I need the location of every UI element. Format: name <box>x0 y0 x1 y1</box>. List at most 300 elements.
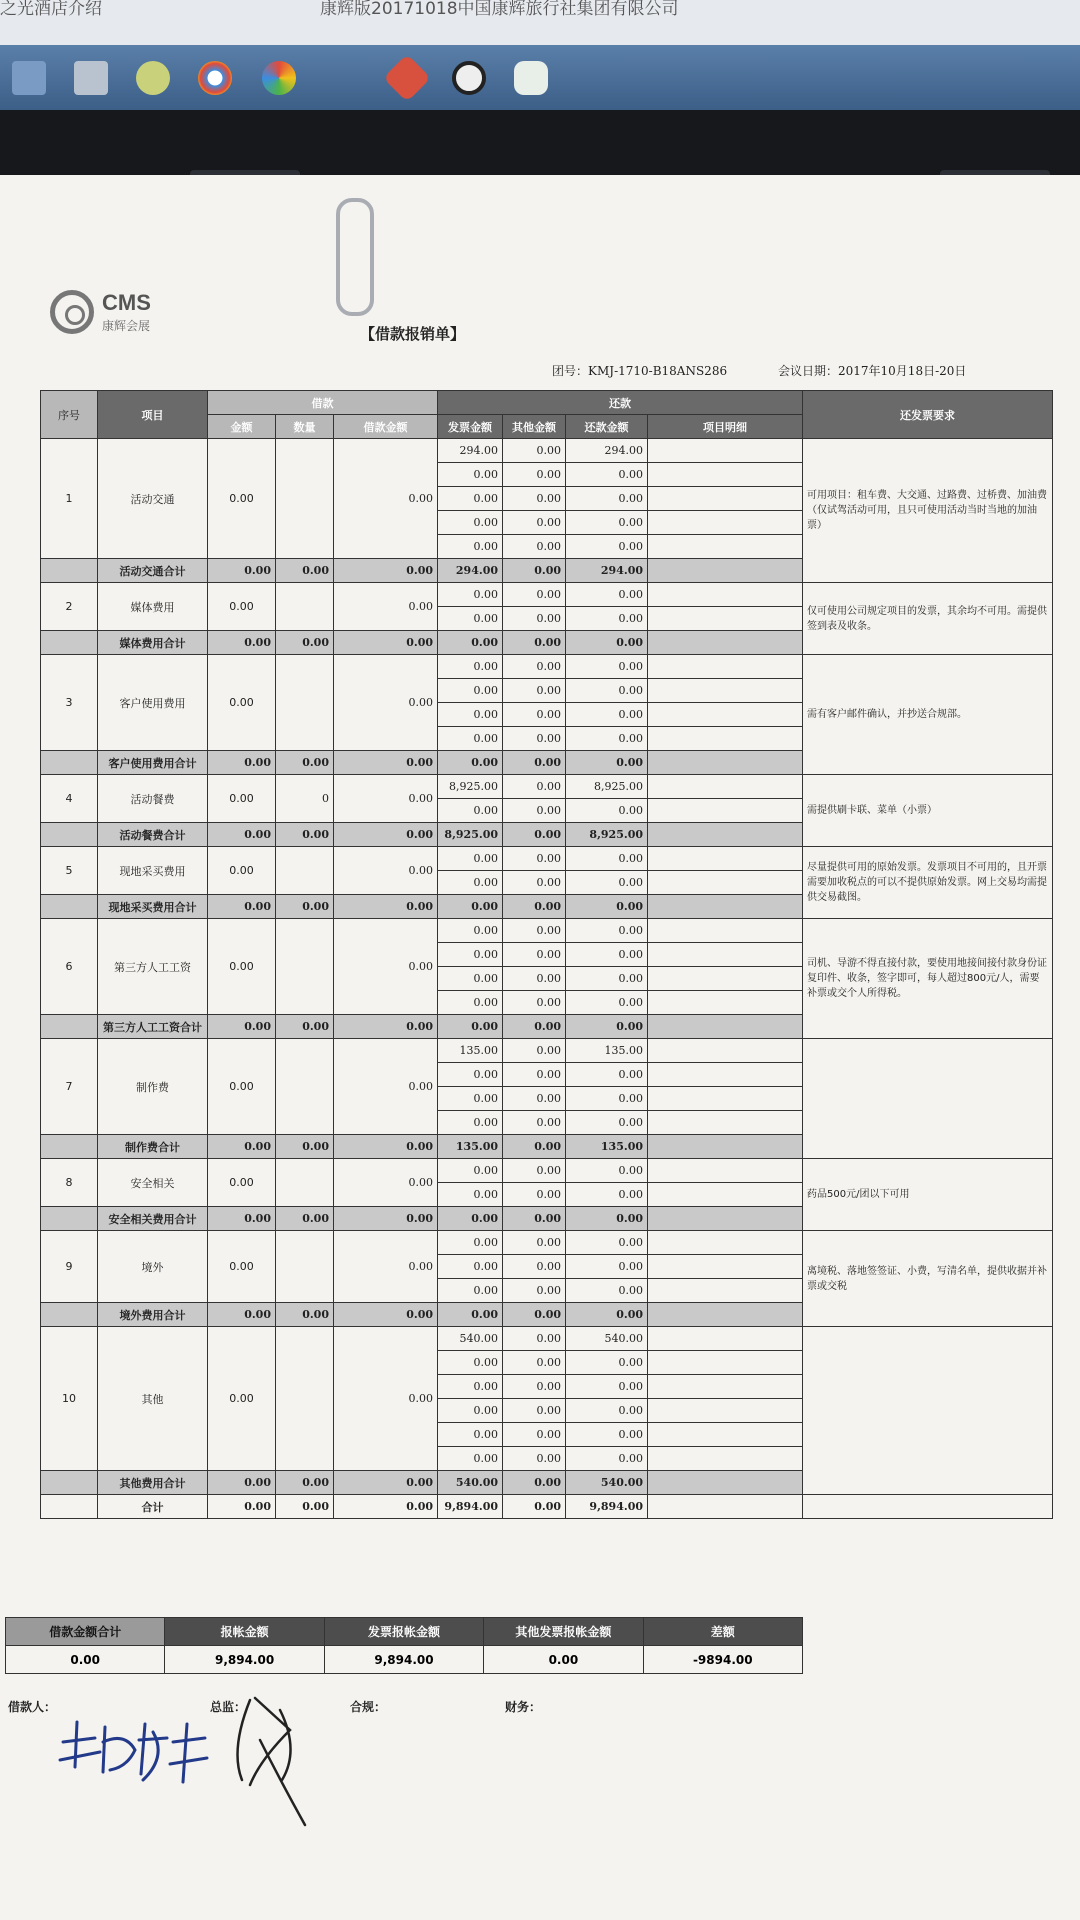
subtotal-value: 0.00 <box>438 895 503 919</box>
subtotal-label: 第三方人工工资合计 <box>98 1015 208 1039</box>
subtotal-value: 0.00 <box>334 1015 438 1039</box>
invoice-requirement-cell <box>803 1039 1053 1159</box>
grand-total-value: 9,894.00 <box>438 1495 503 1519</box>
repay-amount-cell: 0.00 <box>566 607 648 631</box>
subtotal-value: 0.00 <box>438 751 503 775</box>
other-amount-cell: 0.00 <box>503 943 566 967</box>
other-amount-cell: 0.00 <box>503 487 566 511</box>
subtotal-value: 0.00 <box>276 751 334 775</box>
item-detail-cell <box>648 655 803 679</box>
other-amount-cell: 0.00 <box>503 583 566 607</box>
seq-cell: 2 <box>41 583 98 631</box>
item-detail-cell <box>648 463 803 487</box>
seq-cell: 10 <box>41 1327 98 1471</box>
subtotal-seq-cell <box>41 823 98 847</box>
other-amount-cell: 0.00 <box>503 1327 566 1351</box>
invoice-amount-cell: 0.00 <box>438 583 503 607</box>
invoice-amount-cell: 0.00 <box>438 1279 503 1303</box>
header-repay: 还款 <box>438 391 803 415</box>
item-name-cell: 媒体费用 <box>98 583 208 631</box>
other-amount-cell: 0.00 <box>503 607 566 631</box>
item-name-cell: 现地采买费用 <box>98 847 208 895</box>
table-row <box>41 583 1053 607</box>
other-amount-cell: 0.00 <box>503 1159 566 1183</box>
subtotal-value: 294.00 <box>438 559 503 583</box>
loan-amount-cell: 0.00 <box>208 1327 276 1471</box>
loan-total-cell: 0.00 <box>334 919 438 1015</box>
header-invoice-requirement: 还发票要求 <box>803 391 1053 439</box>
paper-clip <box>336 198 374 316</box>
item-detail-cell <box>648 1255 803 1279</box>
summary-header: 其他发票报帐金额 <box>484 1618 643 1646</box>
subtotal-value: 0.00 <box>503 1471 566 1495</box>
meeting-date: 会议日期：2017年10月18日-20日 <box>778 364 967 378</box>
grand-total-value: 0.00 <box>503 1495 566 1519</box>
invoice-amount-cell: 0.00 <box>438 535 503 559</box>
summary-header: 借款金额合计 <box>6 1618 165 1646</box>
loan-total-cell: 0.00 <box>334 1039 438 1135</box>
invoice-amount-cell: 0.00 <box>438 655 503 679</box>
loan-total-cell: 0.00 <box>334 1231 438 1303</box>
chrome-icon[interactable] <box>198 61 232 95</box>
invoice-amount-cell: 0.00 <box>438 1447 503 1471</box>
invoice-amount-cell: 0.00 <box>438 967 503 991</box>
subtotal-value: 0.00 <box>334 1471 438 1495</box>
subtotal-value: 0.00 <box>208 1207 276 1231</box>
table-row <box>41 775 1053 799</box>
invoice-amount-cell: 0.00 <box>438 1159 503 1183</box>
other-amount-cell: 0.00 <box>503 463 566 487</box>
invoice-amount-cell: 0.00 <box>438 1399 503 1423</box>
subtotal-value: 8,925.00 <box>566 823 648 847</box>
loan-amount-cell: 0.00 <box>208 1231 276 1303</box>
loan-qty-cell <box>276 1231 334 1303</box>
subtotal-seq-cell <box>41 1303 98 1327</box>
repay-amount-cell: 0.00 <box>566 1111 648 1135</box>
subtotal-value: 0.00 <box>566 1015 648 1039</box>
other-amount-cell: 0.00 <box>503 847 566 871</box>
other-amount-cell: 0.00 <box>503 1111 566 1135</box>
loan-total-cell: 0.00 <box>334 1159 438 1207</box>
repay-amount-cell: 0.00 <box>566 1231 648 1255</box>
item-detail-cell <box>648 511 803 535</box>
subtotal-value: 0.00 <box>276 1135 334 1159</box>
invoice-requirement-cell: 药品500元/团以下可用 <box>803 1159 1053 1231</box>
repay-amount-cell: 294.00 <box>566 439 648 463</box>
subtotal-value: 0.00 <box>503 751 566 775</box>
other-amount-cell: 0.00 <box>503 967 566 991</box>
repay-amount-cell: 0.00 <box>566 991 648 1015</box>
table-row <box>41 1327 1053 1351</box>
flower-logo-icon <box>50 290 94 334</box>
document-title: 【借款报销单】 <box>360 325 466 343</box>
table-row <box>41 1039 1053 1063</box>
repay-amount-cell: 0.00 <box>566 1447 648 1471</box>
invoice-amount-cell: 0.00 <box>438 799 503 823</box>
other-amount-cell: 0.00 <box>503 1255 566 1279</box>
subtotal-seq-cell <box>41 1471 98 1495</box>
grand-total-value: 9,894.00 <box>566 1495 648 1519</box>
wechat-icon[interactable] <box>514 61 548 95</box>
subtotal-value: 540.00 <box>438 1471 503 1495</box>
item-detail-cell <box>648 1279 803 1303</box>
loan-amount-cell: 0.00 <box>208 1039 276 1135</box>
header-repay-amount: 还款金额 <box>566 415 648 439</box>
item-detail-cell <box>648 943 803 967</box>
invoice-amount-cell: 0.00 <box>438 1351 503 1375</box>
summary-header: 报帐金额 <box>165 1618 324 1646</box>
subtotal-value: 0.00 <box>208 1135 276 1159</box>
item-name-cell: 客户使用费用 <box>98 655 208 751</box>
item-detail-cell <box>648 583 803 607</box>
subtotal-value: 0.00 <box>276 823 334 847</box>
invoice-amount-cell: 0.00 <box>438 1111 503 1135</box>
invoice-requirement-cell: 离境税、落地签签证、小费，写清名单，提供收据并补票或交税 <box>803 1231 1053 1327</box>
loan-qty-cell <box>276 439 334 559</box>
item-detail-cell <box>648 1231 803 1255</box>
invoice-requirement-cell: 仅可使用公司规定项目的发票，其余均不可用。需提供签到表及收条。 <box>803 583 1053 655</box>
loan-total-cell: 0.00 <box>334 847 438 895</box>
other-amount-cell: 0.00 <box>503 655 566 679</box>
item-detail-cell <box>648 847 803 871</box>
app-icon[interactable] <box>136 61 170 95</box>
repay-amount-cell: 0.00 <box>566 655 648 679</box>
browser-tab-left[interactable]: 之光酒店介绍 <box>0 0 102 19</box>
repay-amount-cell: 0.00 <box>566 1375 648 1399</box>
other-amount-cell: 0.00 <box>503 1063 566 1087</box>
item-detail-cell <box>648 991 803 1015</box>
invoice-amount-cell: 0.00 <box>438 1087 503 1111</box>
summary-value: 0.00 <box>484 1646 643 1674</box>
subtotal-label: 现地采买费用合计 <box>98 895 208 919</box>
loan-qty-cell <box>276 1327 334 1471</box>
total-req-cell <box>803 1495 1053 1519</box>
repay-amount-cell: 0.00 <box>566 487 648 511</box>
item-detail-cell <box>648 535 803 559</box>
invoice-amount-cell: 0.00 <box>438 679 503 703</box>
grand-total-value: 0.00 <box>276 1495 334 1519</box>
item-name-cell: 活动交通 <box>98 439 208 559</box>
loan-qty-cell: 0 <box>276 775 334 823</box>
invoice-amount-cell: 294.00 <box>438 439 503 463</box>
repay-amount-cell: 0.00 <box>566 967 648 991</box>
seq-cell: 9 <box>41 1231 98 1303</box>
seq-cell: 4 <box>41 775 98 823</box>
loan-amount-cell: 0.00 <box>208 583 276 631</box>
other-amount-cell: 0.00 <box>503 1183 566 1207</box>
item-detail-cell <box>648 1327 803 1351</box>
repay-amount-cell: 0.00 <box>566 727 648 751</box>
color-wheel-icon[interactable] <box>262 61 296 95</box>
item-detail-cell <box>648 1375 803 1399</box>
explorer-icon[interactable] <box>12 61 46 95</box>
item-detail-cell <box>648 1039 803 1063</box>
table-row <box>41 1231 1053 1255</box>
repay-amount-cell: 0.00 <box>566 1279 648 1303</box>
repay-amount-cell: 0.00 <box>566 679 648 703</box>
summary-header: 差额 <box>643 1618 802 1646</box>
item-name-cell: 第三方人工工资 <box>98 919 208 1015</box>
subtotal-value: 0.00 <box>503 895 566 919</box>
subtotal-value: 0.00 <box>334 751 438 775</box>
item-name-cell: 其他 <box>98 1327 208 1471</box>
subtotal-value: 0.00 <box>566 1303 648 1327</box>
repay-amount-cell: 0.00 <box>566 847 648 871</box>
director-label: 总监： <box>210 1700 247 1714</box>
other-amount-cell: 0.00 <box>503 703 566 727</box>
subtotal-seq-cell <box>41 895 98 919</box>
subtotal-value: 0.00 <box>503 1207 566 1231</box>
red-app-icon[interactable] <box>383 54 431 102</box>
logo-brand: CMS <box>102 290 151 315</box>
subtotal-detail-cell <box>648 559 803 583</box>
repay-amount-cell: 0.00 <box>566 583 648 607</box>
other-amount-cell: 0.00 <box>503 1375 566 1399</box>
item-detail-cell <box>648 679 803 703</box>
subtotal-detail-cell <box>648 631 803 655</box>
seq-cell: 1 <box>41 439 98 559</box>
item-name-cell: 制作费 <box>98 1039 208 1135</box>
invoice-amount-cell: 0.00 <box>438 1423 503 1447</box>
finance-label: 财务： <box>505 1700 542 1714</box>
loan-qty-cell <box>276 655 334 751</box>
other-amount-cell: 0.00 <box>503 535 566 559</box>
item-name-cell: 安全相关 <box>98 1159 208 1207</box>
other-amount-cell: 0.00 <box>503 1351 566 1375</box>
subtotal-value: 0.00 <box>503 1303 566 1327</box>
summary-header: 发票报帐金额 <box>324 1618 483 1646</box>
table-row <box>41 439 1053 463</box>
summary-value: 9,894.00 <box>324 1646 483 1674</box>
subtotal-value: 0.00 <box>566 895 648 919</box>
subtotal-value: 0.00 <box>276 559 334 583</box>
invoice-requirement-cell <box>803 1327 1053 1495</box>
loan-total-cell: 0.00 <box>334 583 438 631</box>
grand-total-label: 合计 <box>98 1495 208 1519</box>
subtotal-seq-cell <box>41 631 98 655</box>
subtotal-value: 0.00 <box>208 895 276 919</box>
subtotal-detail-cell <box>648 1471 803 1495</box>
item-detail-cell <box>648 1399 803 1423</box>
repay-amount-cell: 0.00 <box>566 511 648 535</box>
subtotal-value: 0.00 <box>276 1207 334 1231</box>
repay-amount-cell: 0.00 <box>566 463 648 487</box>
repay-amount-cell: 0.00 <box>566 1255 648 1279</box>
subtotal-value: 0.00 <box>276 1015 334 1039</box>
subtotal-value: 0.00 <box>334 895 438 919</box>
repay-amount-cell: 0.00 <box>566 1351 648 1375</box>
total-detail-cell <box>648 1495 803 1519</box>
borrower-signature <box>55 1712 215 1792</box>
loan-total-cell: 0.00 <box>334 439 438 559</box>
subtotal-value: 294.00 <box>566 559 648 583</box>
loan-qty-cell <box>276 1159 334 1207</box>
subtotal-value: 0.00 <box>208 631 276 655</box>
loan-amount-cell: 0.00 <box>208 439 276 559</box>
repay-amount-cell: 540.00 <box>566 1327 648 1351</box>
subtotal-value: 0.00 <box>334 1207 438 1231</box>
borrower-label: 借款人： <box>8 1700 57 1714</box>
other-amount-cell: 0.00 <box>503 1279 566 1303</box>
item-detail-cell <box>648 1159 803 1183</box>
subtotal-value: 540.00 <box>566 1471 648 1495</box>
seq-cell: 8 <box>41 1159 98 1207</box>
subtotal-value: 8,925.00 <box>438 823 503 847</box>
subtotal-value: 0.00 <box>438 1303 503 1327</box>
header-loan-total: 借款金额 <box>334 415 438 439</box>
header-loan-amount: 金额 <box>208 415 276 439</box>
seq-cell: 6 <box>41 919 98 1015</box>
other-amount-cell: 0.00 <box>503 679 566 703</box>
subtotal-value: 0.00 <box>503 1135 566 1159</box>
loan-qty-cell <box>276 847 334 895</box>
table-body <box>41 391 1053 1519</box>
loan-amount-cell: 0.00 <box>208 655 276 751</box>
subtotal-value: 0.00 <box>438 1207 503 1231</box>
invoice-requirement-cell: 可用项目：租车费、大交通、过路费、过桥费、加油费（仅试驾活动可用，且只可使用活动当时当地的加油票） <box>803 439 1053 583</box>
subtotal-value: 0.00 <box>208 559 276 583</box>
seq-cell: 7 <box>41 1039 98 1135</box>
reimbursement-table <box>40 390 1053 1519</box>
subtotal-value: 0.00 <box>503 1015 566 1039</box>
invoice-amount-cell: 0.00 <box>438 487 503 511</box>
table-row <box>41 919 1053 943</box>
panda-icon[interactable] <box>452 61 486 95</box>
invoice-amount-cell: 0.00 <box>438 463 503 487</box>
repay-amount-cell: 0.00 <box>566 703 648 727</box>
compliance-label: 合规： <box>350 1700 387 1714</box>
grand-total-value: 0.00 <box>208 1495 276 1519</box>
subtotal-label: 制作费合计 <box>98 1135 208 1159</box>
invoice-amount-cell: 0.00 <box>438 847 503 871</box>
item-detail-cell <box>648 607 803 631</box>
subtotal-value: 0.00 <box>208 823 276 847</box>
item-detail-cell <box>648 1087 803 1111</box>
subtotal-value: 0.00 <box>566 631 648 655</box>
logo-brand-cn: 康辉会展 <box>102 319 151 333</box>
repay-amount-cell: 0.00 <box>566 1399 648 1423</box>
loan-qty-cell <box>276 1039 334 1135</box>
grand-total-row <box>41 1495 1053 1519</box>
subtotal-detail-cell <box>648 751 803 775</box>
seq-cell: 3 <box>41 655 98 751</box>
invoice-requirement-cell: 司机、导游不得直接付款，要使用地接间接付款身份证复印件、收条，签字即可，每人超过800元/人，需要补票或交个人所得税。 <box>803 919 1053 1039</box>
repay-amount-cell: 135.00 <box>566 1039 648 1063</box>
table-row <box>41 847 1053 871</box>
invoice-amount-cell: 0.00 <box>438 1255 503 1279</box>
subtotal-value: 135.00 <box>438 1135 503 1159</box>
invoice-amount-cell: 0.00 <box>438 607 503 631</box>
subtotal-seq-cell <box>41 1015 98 1039</box>
invoice-amount-cell: 540.00 <box>438 1327 503 1351</box>
other-amount-cell: 0.00 <box>503 991 566 1015</box>
loan-total-cell: 0.00 <box>334 655 438 751</box>
invoice-amount-cell: 0.00 <box>438 1375 503 1399</box>
repay-amount-cell: 0.00 <box>566 943 648 967</box>
summary-table <box>5 1617 803 1674</box>
item-name-cell: 活动餐费 <box>98 775 208 823</box>
item-detail-cell <box>648 775 803 799</box>
invoice-amount-cell: 0.00 <box>438 727 503 751</box>
invoice-amount-cell: 0.00 <box>438 871 503 895</box>
other-amount-cell: 0.00 <box>503 871 566 895</box>
subtotal-value: 0.00 <box>503 823 566 847</box>
item-detail-cell <box>648 439 803 463</box>
item-detail-cell <box>648 919 803 943</box>
header-loan-qty: 数量 <box>276 415 334 439</box>
summary-value: 0.00 <box>6 1646 165 1674</box>
subtotal-value: 0.00 <box>334 1135 438 1159</box>
subtotal-seq-cell <box>41 751 98 775</box>
header-seq: 序号 <box>41 391 98 439</box>
subtotal-seq-cell <box>41 1135 98 1159</box>
other-amount-cell: 0.00 <box>503 799 566 823</box>
summary-value: -9894.00 <box>643 1646 802 1674</box>
other-amount-cell: 0.00 <box>503 1423 566 1447</box>
other-amount-cell: 0.00 <box>503 1447 566 1471</box>
repay-amount-cell: 0.00 <box>566 1183 648 1207</box>
item-detail-cell <box>648 1111 803 1135</box>
subtotal-detail-cell <box>648 823 803 847</box>
other-amount-cell: 0.00 <box>503 775 566 799</box>
repay-amount-cell: 0.00 <box>566 1159 648 1183</box>
grand-total-value: 0.00 <box>334 1495 438 1519</box>
other-amount-cell: 0.00 <box>503 1039 566 1063</box>
item-detail-cell <box>648 487 803 511</box>
invoice-amount-cell: 0.00 <box>438 1063 503 1087</box>
item-name-cell: 境外 <box>98 1231 208 1303</box>
seq-cell: 5 <box>41 847 98 895</box>
invoice-amount-cell: 0.00 <box>438 919 503 943</box>
invoice-amount-cell: 135.00 <box>438 1039 503 1063</box>
subtotal-value: 0.00 <box>438 631 503 655</box>
subtotal-value: 0.00 <box>208 751 276 775</box>
subtotal-value: 0.00 <box>276 895 334 919</box>
item-detail-cell <box>648 1423 803 1447</box>
subtotal-value: 0.00 <box>276 1303 334 1327</box>
other-amount-cell: 0.00 <box>503 439 566 463</box>
loan-amount-cell: 0.00 <box>208 1159 276 1207</box>
other-amount-cell: 0.00 <box>503 727 566 751</box>
table-row <box>41 1159 1053 1183</box>
repay-amount-cell: 0.00 <box>566 1063 648 1087</box>
total-seq-cell <box>41 1495 98 1519</box>
item-detail-cell <box>648 799 803 823</box>
repay-amount-cell: 0.00 <box>566 871 648 895</box>
header-invoice-amount: 发票金额 <box>438 415 503 439</box>
item-detail-cell <box>648 967 803 991</box>
subtotal-label: 境外费用合计 <box>98 1303 208 1327</box>
item-detail-cell <box>648 1183 803 1207</box>
header-loan: 借款 <box>208 391 438 415</box>
subtotal-value: 0.00 <box>334 631 438 655</box>
folder-icon[interactable] <box>74 61 108 95</box>
header-item-detail: 项目明细 <box>648 415 803 439</box>
subtotal-label: 客户使用费用合计 <box>98 751 208 775</box>
group-number: 团号：KMJ-1710-B18ANS286 <box>552 364 728 378</box>
header-item: 项目 <box>98 391 208 439</box>
subtotal-value: 0.00 <box>503 559 566 583</box>
item-detail-cell <box>648 1447 803 1471</box>
browser-tab-right[interactable]: 康辉版20171018中国康辉旅行社集团有限公司 <box>320 0 679 19</box>
loan-total-cell: 0.00 <box>334 775 438 823</box>
invoice-amount-cell: 0.00 <box>438 991 503 1015</box>
subtotal-seq-cell <box>41 1207 98 1231</box>
subtotal-value: 0.00 <box>503 631 566 655</box>
loan-qty-cell <box>276 919 334 1015</box>
loan-amount-cell: 0.00 <box>208 775 276 823</box>
summary-value: 9,894.00 <box>165 1646 324 1674</box>
